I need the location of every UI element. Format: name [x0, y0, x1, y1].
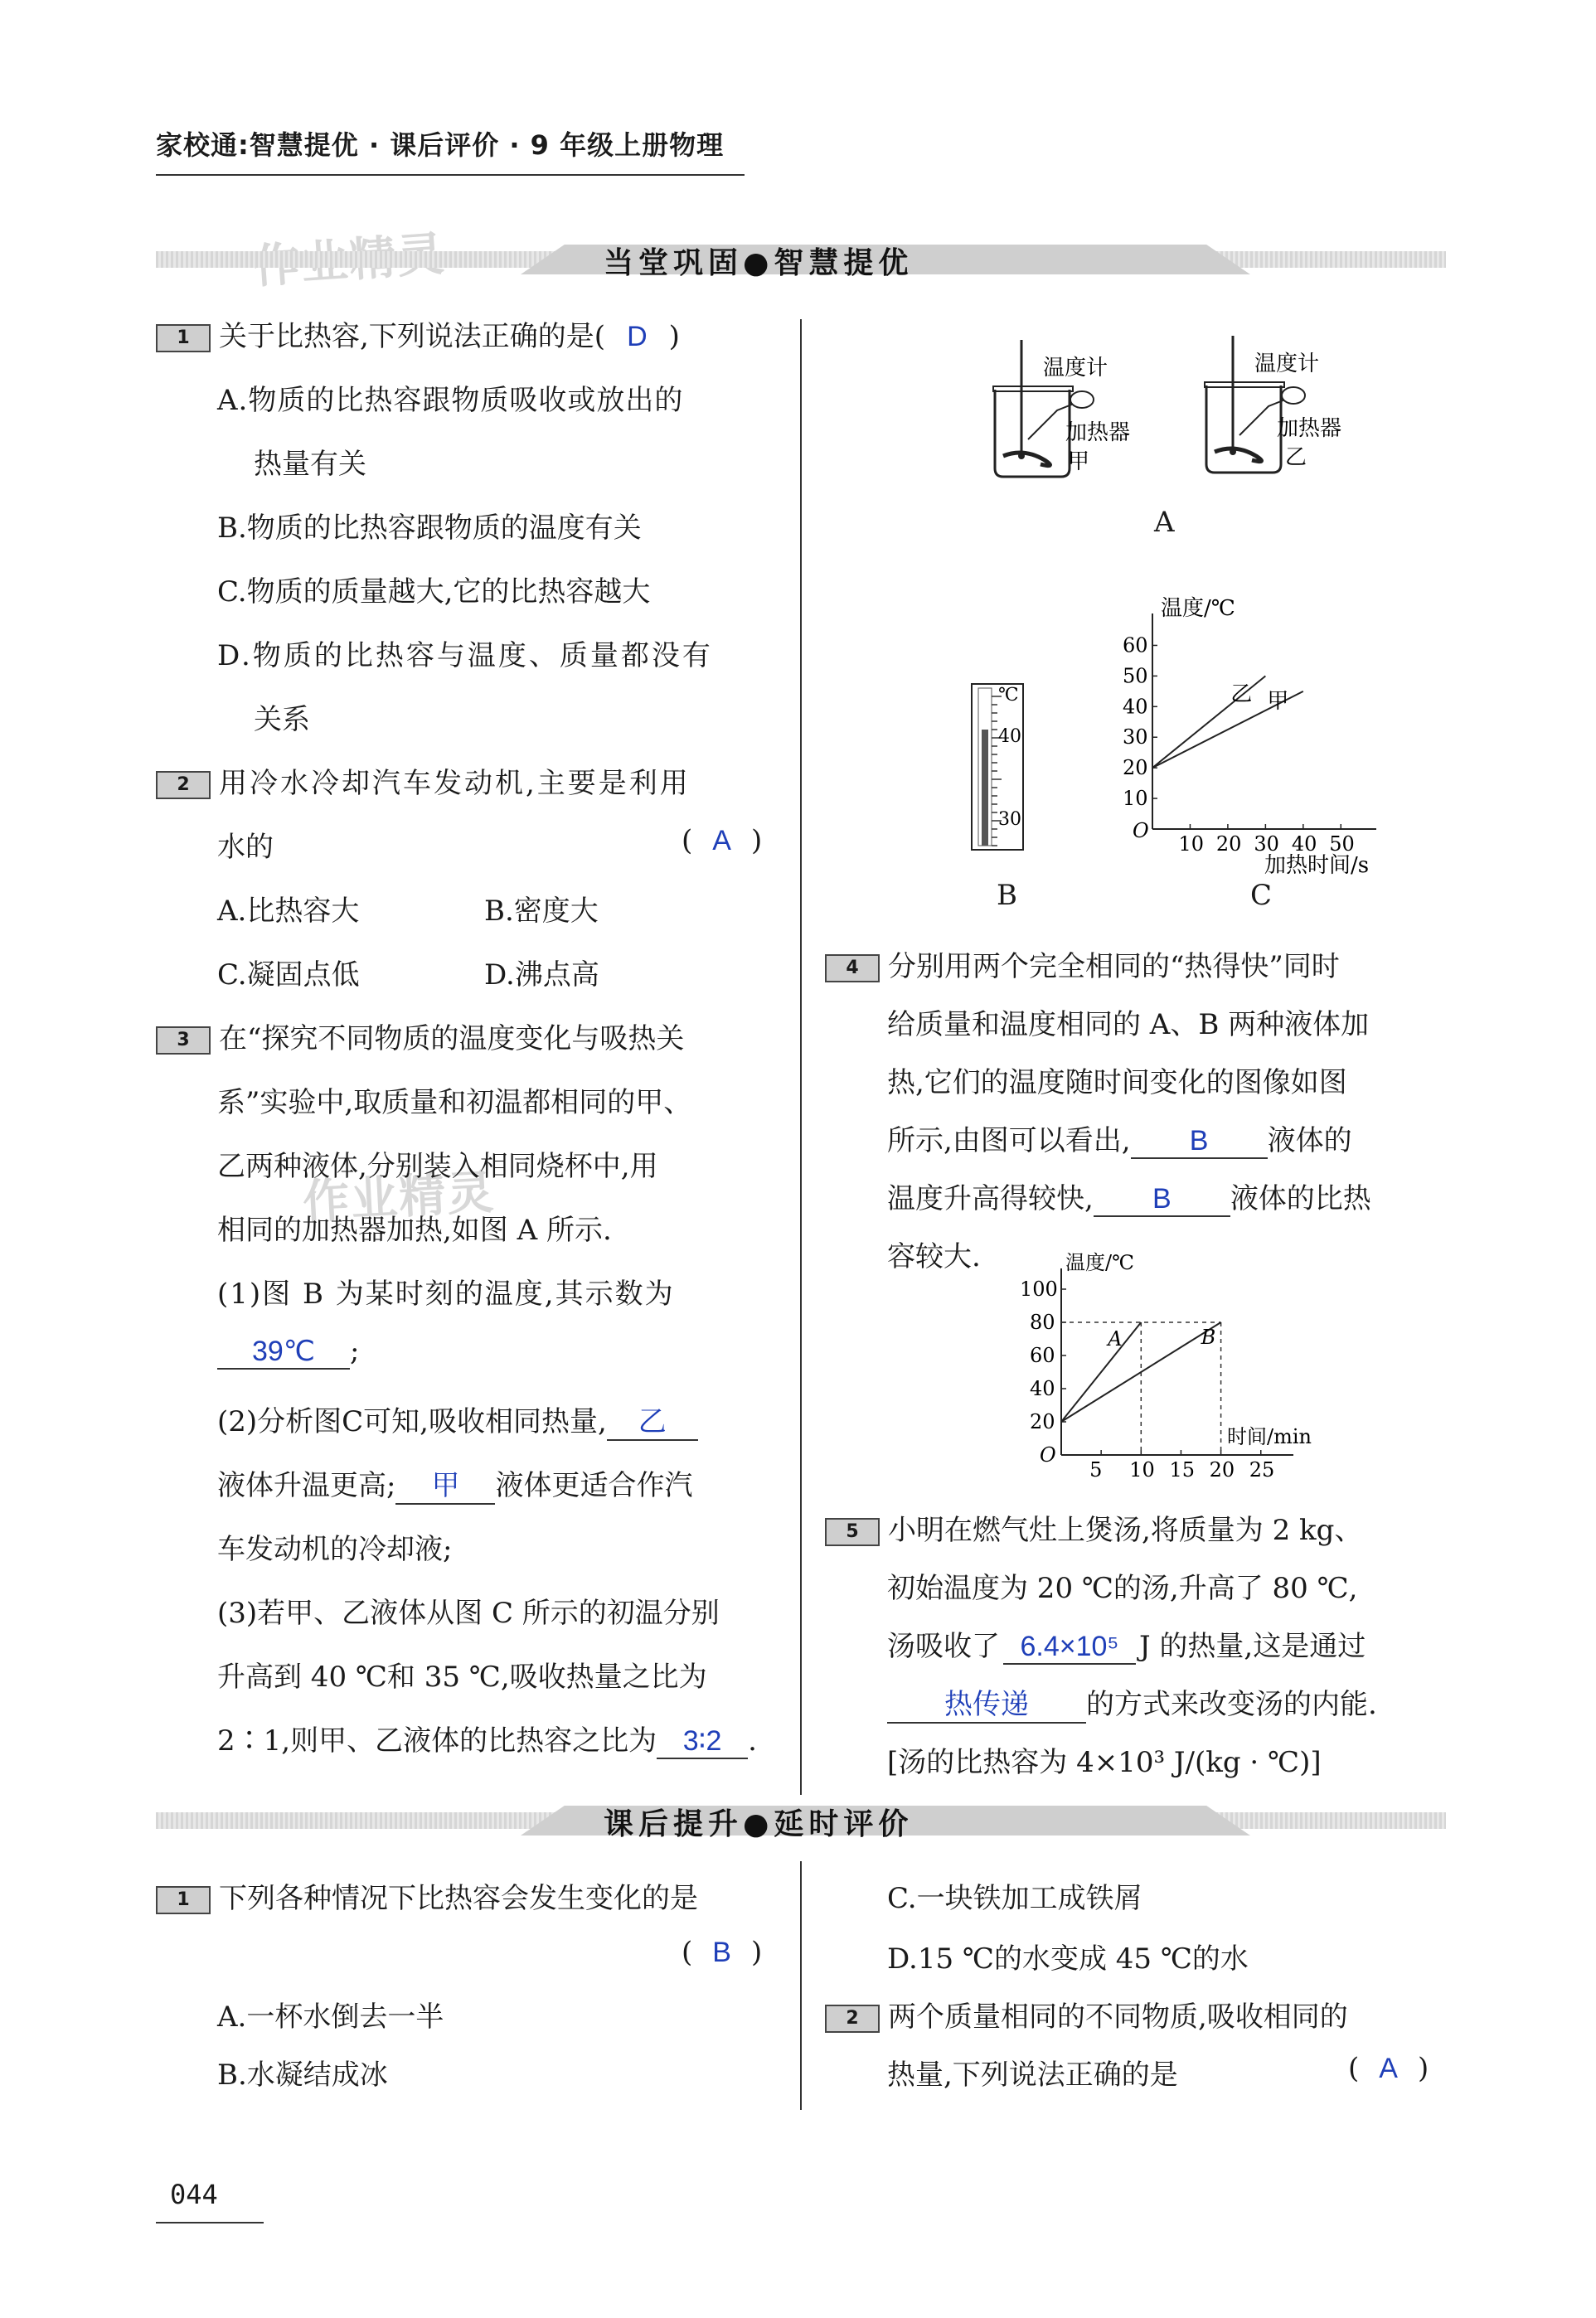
y-tick-label: 10	[1123, 787, 1148, 811]
label-thermometer: 温度计	[1254, 352, 1320, 376]
question-number: 2	[825, 2005, 880, 2033]
question-4	[825, 943, 1340, 984]
column-divider	[800, 1861, 802, 2110]
question-2	[156, 760, 691, 801]
answer-blank: 39℃	[217, 1335, 350, 1370]
question-3-part2	[217, 1399, 698, 1441]
y-tick-label: 60	[1123, 633, 1148, 657]
watermark: 作业精灵	[301, 1165, 497, 1230]
text: 的方式来改变汤的内能.	[1086, 1688, 1377, 1721]
option-d-cont: 关系	[254, 703, 310, 736]
figure-b-label: B	[997, 879, 1017, 912]
question-5-line2: 初始温度为 20 ℃的汤,升高了 80 ℃,	[887, 1572, 1358, 1605]
question-4-line4	[887, 1118, 1352, 1159]
question-5-line5: [汤的比热容为 4×10³ J/(kg · ℃)]	[887, 1746, 1322, 1779]
x-axis-label: 加热时间/s	[1264, 853, 1370, 878]
y-tick-label: 30	[1123, 725, 1148, 749]
question-5	[825, 1507, 1362, 1548]
x-tick-label: 20	[1215, 832, 1242, 856]
text: 液体升温更高;	[217, 1469, 396, 1502]
homework-question-2-line2	[887, 2052, 1429, 2093]
thermo-unit: ℃	[998, 685, 1019, 706]
option-a: A.比热容大	[217, 895, 360, 928]
text: 液体的	[1267, 1124, 1352, 1157]
answer-blank: 甲	[395, 1462, 495, 1505]
answer: A	[712, 825, 731, 856]
answer: B	[712, 1937, 731, 1968]
series-label-B: B	[1201, 1326, 1216, 1349]
figure-c-label: C	[1250, 879, 1273, 912]
series-label-A: A	[1108, 1327, 1123, 1351]
answer-blank: 热传递	[887, 1681, 1086, 1724]
option-b: B.密度大	[484, 895, 599, 928]
question-4-line6: 容较大.	[887, 1240, 981, 1273]
question-4-line5	[887, 1176, 1371, 1217]
question-3-part2-b	[217, 1462, 692, 1505]
section-banner-2	[156, 1806, 1446, 1841]
column-divider	[800, 319, 802, 1795]
option-c: C.凝固点低	[217, 958, 360, 992]
question-5-line3	[887, 1623, 1366, 1665]
label-jia: 甲	[1068, 449, 1090, 474]
label-heater: 加热器	[1277, 416, 1342, 441]
series-line-A	[1061, 1322, 1141, 1422]
option-d: D.15 ℃的水变成 45 ℃的水	[887, 1942, 1249, 1976]
question-stem: 水的	[217, 831, 274, 864]
x-tick-label: 10	[1178, 832, 1205, 856]
homework-question-1	[156, 1875, 698, 1916]
text: 液体的比热	[1230, 1182, 1371, 1215]
question-3-line3: 乙两种液体,分别装入相同烧杯中,用	[217, 1150, 658, 1183]
thermo-tick-30: 30	[998, 809, 1021, 830]
page-header-title: 家校通:智慧提优 · 课后评价 · 9 年级上册物理	[156, 129, 725, 161]
option-a: A.物质的比热容跟物质吸收或放出的	[217, 384, 684, 417]
text: 所示,由图可以看出,	[887, 1124, 1131, 1157]
option-d: D.物质的比热容与温度、质量都没有	[217, 639, 713, 672]
y-tick-label: 50	[1123, 664, 1148, 688]
question-number: 2	[156, 771, 211, 799]
y-axis-label: 温度/℃	[1161, 596, 1235, 621]
option-a: A.一杯水倒去一半	[217, 2000, 444, 2034]
question-number: 1	[156, 1886, 211, 1914]
origin-label: O	[1040, 1443, 1056, 1467]
option-c: C.一块铁加工成铁屑	[887, 1882, 1142, 1915]
text: 温度升高得较快,	[887, 1182, 1094, 1215]
label-heater: 加热器	[1065, 420, 1131, 445]
question-1	[156, 313, 680, 354]
figure-b	[962, 680, 1053, 854]
label-yi: 乙	[1285, 445, 1307, 470]
answer-blank: 3∶2	[657, 1724, 748, 1759]
option-d: D.沸点高	[484, 958, 599, 992]
question-stem: 下列各种情况下比热容会发生变化的是	[219, 1882, 698, 1915]
y-tick-label: 40	[1123, 695, 1148, 719]
question-4-line3: 热,它们的温度随时间变化的图像如图	[887, 1066, 1347, 1099]
question-3-part3-b: 升高到 40 ℃和 35 ℃,吸收热量之比为	[217, 1661, 707, 1694]
option-a-cont: 热量有关	[254, 448, 366, 481]
answer-blank: 6.4×10⁵	[1003, 1631, 1136, 1665]
question-3-part2-c: 车发动机的冷却液;	[217, 1533, 453, 1566]
question-stem: 分别用两个完全相同的“热得快”同时	[888, 950, 1340, 983]
section-title: 课后提升●延时评价	[604, 1807, 914, 1841]
y-tick-label: 40	[1030, 1377, 1055, 1400]
page-number: 044	[170, 2179, 218, 2210]
header-rule	[156, 174, 745, 176]
question-3-line2: 系”实验中,取质量和初温都相同的甲、	[217, 1086, 692, 1119]
answer-paren: ( B )	[682, 1936, 763, 1969]
x-tick-label: 10	[1129, 1458, 1155, 1481]
figure-c-chart	[1103, 580, 1418, 879]
text: 热量,下列说法正确的是	[887, 2059, 1178, 2092]
y-tick-label: 20	[1123, 756, 1148, 780]
question-stem: 关于比热容,下列说法正确的是(	[219, 320, 606, 353]
question-number: 3	[156, 1026, 211, 1055]
section-title: 当堂巩固●智慧提优	[604, 246, 914, 280]
option-b: B.水凝结成冰	[217, 2059, 388, 2092]
x-tick-label: 20	[1209, 1458, 1235, 1481]
question-stem: 用冷水冷却汽车发动机,主要是利用	[219, 767, 691, 800]
series-label-jia: 甲	[1267, 688, 1289, 714]
question-4-chart	[1007, 1252, 1356, 1484]
origin-label: O	[1133, 819, 1149, 842]
page-number-rule	[156, 2222, 264, 2223]
y-tick-label: 20	[1030, 1410, 1055, 1433]
figure-a	[978, 332, 1393, 547]
x-tick-label: 50	[1329, 832, 1355, 856]
question-stem: 两个质量相同的不同物质,吸收相同的	[888, 2000, 1348, 2034]
y-axis-label: 温度/℃	[1065, 1252, 1134, 1274]
question-number: 4	[825, 954, 880, 982]
y-tick-label: 100	[1020, 1278, 1058, 1301]
text: J 的热量,这是通过	[1139, 1630, 1366, 1663]
answer-blank: 乙	[607, 1399, 698, 1441]
x-tick-label: 30	[1254, 832, 1279, 856]
question-number: 5	[825, 1518, 880, 1546]
series-label-yi: 乙	[1230, 681, 1253, 707]
answer: A	[1379, 2053, 1398, 2084]
option-c: C.物质的质量越大,它的比热容越大	[217, 575, 651, 609]
x-tick-label: 25	[1249, 1458, 1275, 1481]
x-tick-label: 5	[1089, 1458, 1103, 1481]
y-tick-label: 60	[1030, 1344, 1055, 1367]
answer-paren: ( A )	[1348, 2052, 1429, 2085]
answer-blank: B	[1131, 1125, 1268, 1159]
question-3	[156, 1016, 684, 1056]
figure-a-label: A	[1154, 506, 1175, 539]
question-number: 1	[156, 324, 211, 352]
x-axis-label: 时间/min	[1227, 1425, 1312, 1448]
x-tick-label: 40	[1291, 832, 1317, 856]
x-tick-label: 15	[1169, 1458, 1195, 1481]
text: 2∶1,则甲、乙液体的比热容之比为	[217, 1724, 657, 1758]
answer-paren: ( A )	[682, 824, 763, 857]
question-3-part1: (1)图 B 为某时刻的温度,其示数为	[217, 1278, 675, 1311]
answer-blank: B	[1094, 1183, 1230, 1217]
question-stem: 在“探究不同物质的温度变化与吸热关	[219, 1022, 685, 1055]
text: 液体更适合作汽	[495, 1469, 693, 1502]
question-3-part1-answer	[217, 1335, 359, 1370]
question-5-line4	[887, 1681, 1377, 1724]
question-stem: 小明在燃气灶上煲汤,将质量为 2 kg、	[888, 1514, 1363, 1547]
option-b: B.物质的比热容跟物质的温度有关	[217, 512, 642, 545]
text: 汤吸收了	[887, 1630, 1000, 1663]
punct: ;	[350, 1335, 360, 1368]
question-3-part3: (3)若甲、乙液体从图 C 所示的初温分别	[217, 1597, 720, 1630]
punct: .	[748, 1724, 757, 1758]
question-4-line2: 给质量和温度相同的 A、B 两种液体加	[887, 1008, 1370, 1041]
question-3-line4: 相同的加热器加热,如图 A 所示.	[217, 1214, 612, 1247]
question-3-part3-c	[217, 1718, 757, 1759]
text: (2)分析图C可知,吸收相同热量,	[217, 1405, 607, 1438]
label-thermometer: 温度计	[1043, 356, 1108, 381]
paren: )	[668, 320, 680, 353]
thermo-tick-40: 40	[998, 726, 1021, 747]
section-banner-1	[156, 245, 1446, 280]
homework-question-2	[825, 1994, 1348, 2034]
question-2-cont	[217, 824, 763, 865]
answer: D	[627, 321, 648, 352]
y-tick-label: 80	[1030, 1311, 1055, 1334]
